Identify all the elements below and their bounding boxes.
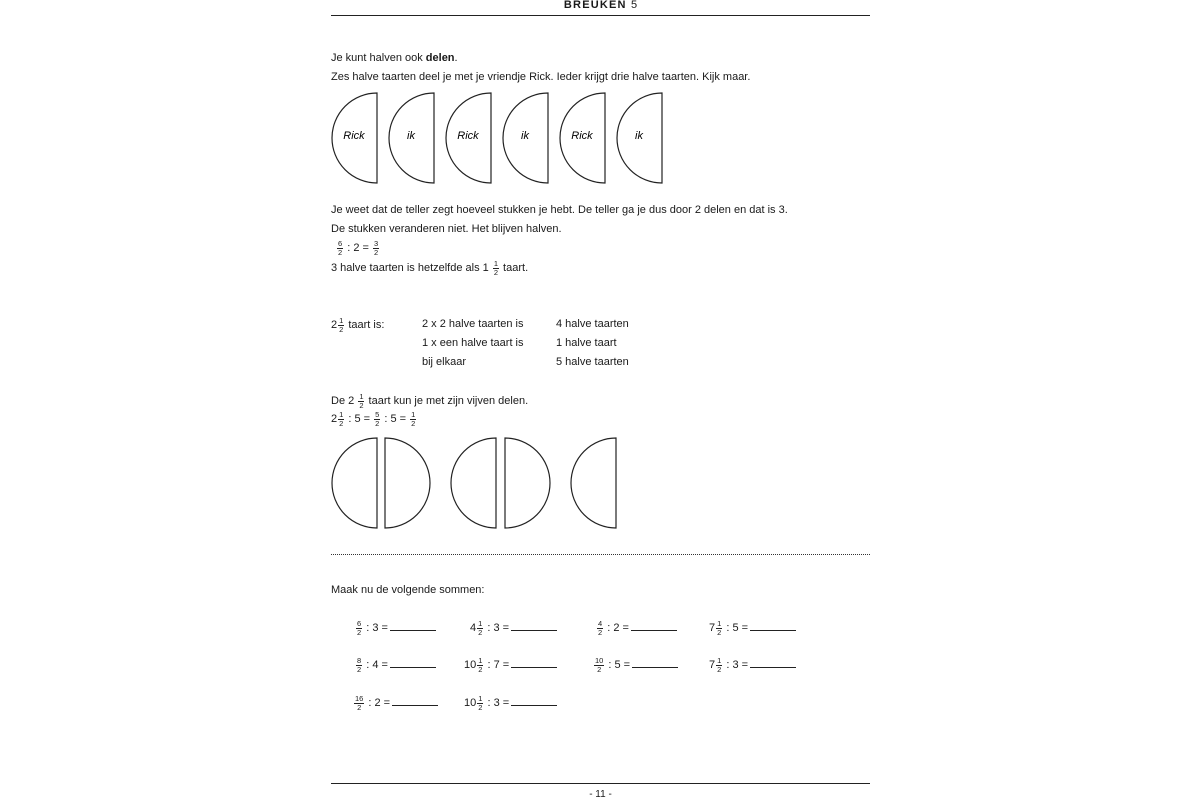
half-pie-6 (617, 93, 662, 183)
half-pie-label: Rick (571, 130, 593, 142)
breakdown-row-2-text: 1 x een halve taart is (422, 337, 524, 349)
answer-blank[interactable] (392, 696, 438, 706)
exercise-6: 10 $\frac{1}{2}$ : 7 = (464, 657, 557, 673)
half-pie-3 (446, 93, 491, 183)
footer-rule (331, 783, 870, 784)
fraction: $\frac{1}{2}$ (478, 656, 483, 674)
half-pie-5 (560, 93, 605, 183)
fraction: $\frac{1}{2}$ (717, 619, 722, 637)
header-title: BREUKEN (563, 0, 627, 11)
breakdown-row-2-result: 1 halve taart (556, 337, 617, 349)
answer-blank[interactable] (632, 658, 678, 668)
exercise-10: 10 $\frac{1}{2}$ : 3 = (464, 695, 557, 711)
half-pie-label: Rick (457, 130, 479, 142)
exercise-7: $\frac{10}{2}$ : 5 = (593, 657, 678, 673)
answer-blank[interactable] (511, 621, 557, 631)
breakdown-row-1-text: 2 x 2 halve taarten is (422, 318, 524, 330)
exercise-9: $\frac{16}{2}$ : 2 = (353, 695, 438, 711)
five-halves-row (331, 437, 631, 531)
intro-line-2: Zes halve taarten deel je met je vriendje Rick. Ieder krijgt drie halve taarten. Kijk maar. (331, 71, 751, 83)
answer-blank[interactable] (631, 621, 677, 631)
half-pie-1 (332, 93, 377, 183)
header-number: 5 (630, 0, 638, 11)
breakdown-row-3-text: bij elkaar (422, 356, 467, 368)
fraction: $\frac{1}{2}$ (478, 694, 483, 712)
explanation-line-4: 3 halve taarten is hetzelfde als 1 $\frac{1}{2}$ taart. (331, 259, 529, 277)
answer-blank[interactable] (511, 696, 557, 706)
fraction: $\frac{3}{2}$ (374, 239, 379, 257)
fraction: $\frac{5}{2}$ (375, 410, 380, 428)
division-line-1: De 2 $\frac{1}{2}$ taart kun je met zijn vijven delen. (331, 392, 529, 410)
breakdown-row-3-result: 5 halve taarten (556, 356, 629, 368)
breakdown-label: 2 $\frac{1}{2}$ taart is: (331, 316, 385, 334)
division-equation: 2 $\frac{1}{2}$ : 5 = $\frac{5}{2}$ : 5 = $\frac{1}{2}$ (331, 410, 416, 428)
half-pie-label: Rick (343, 130, 365, 142)
half-pie-2 (389, 93, 434, 183)
intro-line-1: Je kunt halven ook delen. (331, 52, 458, 64)
fraction: $\frac{6}{2}$ (338, 239, 343, 257)
half-pie-left-1 (332, 438, 377, 528)
explanation-line-2: De stukken veranderen niet. Het blijven halven. (331, 223, 562, 235)
exercise-8: 7 $\frac{1}{2}$ : 3 = (709, 657, 796, 673)
intro-bold-word: delen (425, 52, 455, 64)
answer-blank[interactable] (511, 658, 557, 668)
fraction: $\frac{16}{2}$ (355, 694, 364, 712)
fraction: $\frac{1}{2}$ (411, 410, 416, 428)
answer-blank[interactable] (750, 621, 796, 631)
fraction: $\frac{4}{2}$ (598, 619, 603, 637)
fraction: $\frac{1}{2}$ (359, 392, 364, 410)
half-pie-label: ik (407, 130, 415, 142)
half-pie-left-2 (451, 438, 496, 528)
fraction: $\frac{1}{2}$ (339, 316, 344, 334)
half-pie-4 (503, 93, 548, 183)
half-pie-left-3 (571, 438, 616, 528)
half-pie-label: ik (521, 130, 529, 142)
fraction: $\frac{6}{2}$ (357, 619, 362, 637)
fraction: $\frac{8}{2}$ (357, 656, 362, 674)
half-pie-right-2 (505, 438, 550, 528)
fraction: $\frac{1}{2}$ (717, 656, 722, 674)
page-header (331, 0, 870, 16)
half-pie-right-1 (385, 438, 430, 528)
exercise-4: 7 $\frac{1}{2}$ : 5 = (709, 620, 796, 636)
fraction: $\frac{10}{2}$ (595, 656, 604, 674)
answer-blank[interactable] (750, 658, 796, 668)
answer-blank[interactable] (390, 658, 436, 668)
dotted-separator (331, 554, 870, 555)
exercise-3: $\frac{4}{2}$ : 2 = (596, 620, 677, 636)
page-number: - 11 - (589, 789, 612, 800)
exercise-2: 4 $\frac{1}{2}$ : 3 = (470, 620, 557, 636)
exercise-1: $\frac{6}{2}$ : 3 = (355, 620, 436, 636)
exercises-title: Maak nu de volgende sommen: (331, 584, 485, 596)
answer-blank[interactable] (390, 621, 436, 631)
fraction: $\frac{1}{2}$ (339, 410, 344, 428)
half-pie-label: ik (635, 130, 643, 142)
half-pies-row (331, 92, 671, 186)
worksheet-page (331, 0, 870, 800)
exercise-5: $\frac{8}{2}$ : 4 = (355, 657, 436, 673)
breakdown-row-1-result: 4 halve taarten (556, 318, 629, 330)
explanation-line-1: Je weet dat de teller zegt hoeveel stukken je hebt. De teller ga je dus door 2 delen en dat is 3. (331, 204, 788, 216)
fraction: $\frac{1}{2}$ (478, 619, 483, 637)
fraction: $\frac{1}{2}$ (493, 259, 498, 277)
explanation-equation: $\frac{6}{2}$ : 2 = $\frac{3}{2}$ (338, 239, 379, 257)
